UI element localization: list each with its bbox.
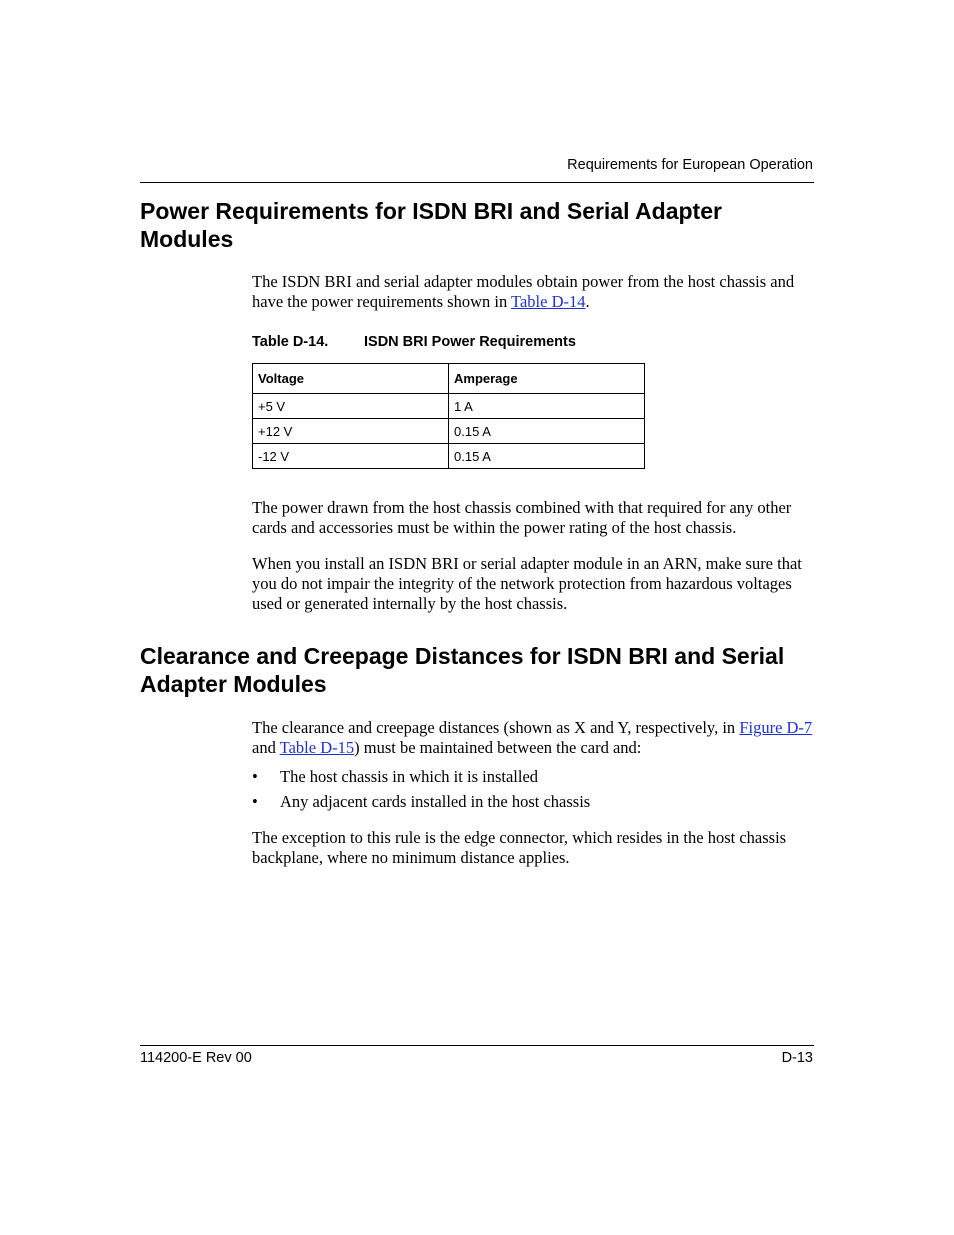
footer-rule: [140, 1045, 814, 1046]
table-header-row: [253, 364, 645, 394]
page-number: D-13: [781, 1050, 813, 1066]
voltage-cell: +12 V: [253, 419, 449, 444]
clearance-intro-text: The clearance and creepage distances (shown as X and Y, respectively, in: [252, 718, 740, 737]
list-item: [252, 792, 590, 812]
amperage-cell: 0.15 A: [449, 419, 645, 444]
amperage-cell: 1 A: [449, 394, 645, 419]
exception-paragraph: The exception to this rule is the edge connector, which resides in the host chassis backplane, where no minimum distance applies.: [252, 828, 787, 867]
column-header-voltage: Voltage: [253, 364, 449, 394]
running-header: Requirements for European Operation: [567, 157, 813, 173]
table-caption-title: ISDN BRI Power Requirements: [364, 334, 576, 350]
table-row: [253, 444, 645, 469]
column-header-amperage: Amperage: [449, 364, 645, 394]
table-row: [253, 419, 645, 444]
clearance-bullet-list: [252, 767, 590, 817]
list-item-text: Any adjacent cards installed in the host chassis: [280, 792, 591, 811]
section-heading-power: Power Requirements for ISDN BRI and Serial Adapter Modules: [140, 198, 722, 252]
bullet-icon: •: [252, 792, 258, 811]
power-intro-text: The ISDN BRI and serial adapter modules obtain power from the host chassis and have the power requirements shown in: [252, 272, 795, 311]
clearance-intro-end: ) must be maintained between the card and:: [354, 738, 642, 757]
list-item: [252, 767, 590, 787]
section-heading-clearance: Clearance and Creepage Distances for ISDN BRI and Serial Adapter Modules: [140, 643, 785, 697]
list-item-text: The host chassis in which it is installed: [280, 767, 539, 786]
table-row: [253, 394, 645, 419]
clearance-intro-and: and: [252, 738, 280, 757]
table-caption: [252, 333, 576, 351]
table-caption-number: Table D-14.: [252, 334, 329, 350]
document-number: 114200-E Rev 00: [140, 1050, 252, 1066]
voltage-cell: +5 V: [253, 394, 449, 419]
power-intro-paragraph: [252, 272, 817, 312]
power-requirements-table: [252, 363, 645, 469]
clearance-intro-paragraph: [252, 718, 817, 758]
table-d14-link[interactable]: Table D-14: [511, 292, 586, 311]
power-intro-end: .: [585, 292, 590, 311]
bullet-icon: •: [252, 767, 258, 786]
header-rule: [140, 182, 814, 183]
voltage-cell: -12 V: [253, 444, 449, 469]
table-d15-link[interactable]: Table D-15: [279, 738, 355, 757]
power-rating-paragraph: The power drawn from the host chassis combined with that required for any other cards and accessories must be within the power rating of the host chassis.: [252, 498, 792, 537]
protection-paragraph: When you install an ISDN BRI or serial adapter module in an ARN, make sure that you do not impair the integrity of the network protection from hazardous voltages used or generated internally by the host chassis.: [252, 554, 802, 613]
amperage-cell: 0.15 A: [449, 444, 645, 469]
figure-d7-link[interactable]: Figure D-7: [739, 718, 813, 737]
